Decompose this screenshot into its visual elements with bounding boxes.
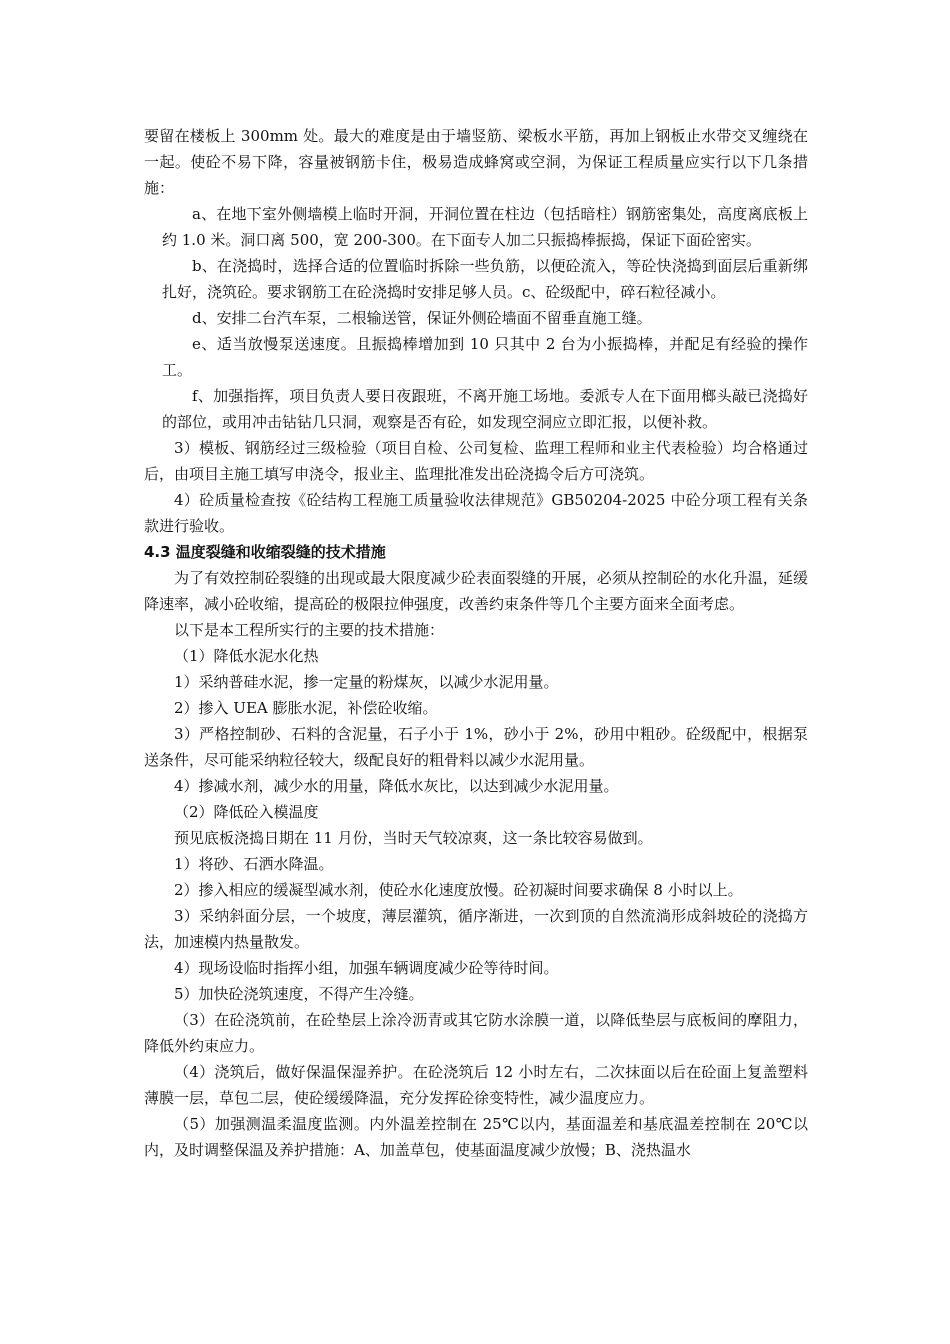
list-item: 4）现场设临时指挥小组，加强车辆调度减少砼等待时间。 [174, 959, 559, 977]
list-item: 4）砼质量检查按《砼结构工程施工质量验收法律规范》GB50204-2025 中砼分项工程有关条款进行验收。 [144, 491, 808, 535]
list-item: 5）加快砼浇筑速度，不得产生冷缝。 [174, 985, 424, 1003]
list-item: 4）掺减水剂，减少水的用量，降低水灰比，以达到减少水泥用量。 [174, 777, 619, 795]
paragraph: （5）加强测温柔温度监测。内外温差控制在 25℃以内，基面温差和基底温差控制在 20℃以内，及时调整保温及养护措施：A、加盖草包，使基面温度减少放慢；B、浇热温水 [144, 1115, 808, 1159]
paragraph: （4）浇筑后，做好保温保湿养护。在砼浇筑后 12 小时左右，二次抹面以后在砼面上复盖塑料薄膜一层，草包二层，使砼缓缓降温，充分发挥砼徐变特性，减少温度应力。 [144, 1063, 808, 1107]
list-item: d、安排二台汽车泵，二根输送管，保证外侧砼墙面不留垂直施工缝。 [192, 309, 652, 327]
paragraph: 以下是本工程所实行的主要的技术措施： [174, 621, 445, 639]
list-item: 3）模板、钢筋经过三级检验（项目自检、公司复检、监理工程师和业主代表检验）均合格通过后，由项目主施工填写申浇令，报业主、监理批准发出砼浇捣令后方可浇筑。 [144, 439, 808, 483]
list-item: 3）采纳斜面分层，一个坡度，薄层灌筑，循序渐进，一次到顶的自然流淌形成斜坡砼的浇捣方法，加速模内热量散发。 [144, 907, 808, 951]
paragraph: 要留在楼板上 300mm 处。最大的难度是由于墙竖筋、梁板水平筋，再加上钢板止水带交叉缠绕在一起。使砼不易下降，容量被钢筋卡住，极易造成蜂窝或空洞，为保证工程质量应实行以下几条措施： [144, 127, 808, 197]
paragraph: （3）在砼浇筑前，在砼垫层上涂冷沥青或其它防水涂膜一道，以降低垫层与底板间的摩阻力，降低外约束应力。 [144, 1011, 808, 1055]
list-item: b、在浇捣时，选择合适的位置临时拆除一些负筋，以便砼流入，等砼快浇捣到面层后重新绑扎好，浇筑砼。要求钢筋工在砼浇捣时安排足够人员。c、砼级配中，碎石粒径减小。 [162, 257, 808, 301]
list-item: f、加强指挥，项目负责人要日夜跟班，不离开施工场地。委派专人在下面用榔头敲已浇捣好的部位，或用冲击钻钻几只洞，观察是否有砼，如发现空洞应立即汇报，以便补救。 [162, 387, 808, 431]
list-item: 3）严格控制砂、石料的含泥量，石子小于 1%，砂小于 2%，砂用中粗砂。砼级配中，根据泵送条件，尽可能采纳粒径较大，级配良好的粗骨料以减少水泥用量。 [144, 725, 808, 769]
list-item: 1）采纳普硅水泥，掺一定量的粉煤灰，以减少水泥用量。 [174, 673, 559, 691]
paragraph: 为了有效控制砼裂缝的出现或最大限度减少砼表面裂缝的开展，必须从控制砼的水化升温，延缓降速率，减小砼收缩，提高砼的极限拉伸强度，改善约束条件等几个主要方面来全面考虑。 [144, 569, 808, 613]
list-item: 2）掺入 UEA 膨胀水泥，补偿砼收缩。 [174, 699, 438, 717]
subsection-heading: （2）降低砼入模温度 [174, 803, 319, 821]
paragraph: 预见底板浇捣日期在 11 月份，当时天气较凉爽，这一条比较容易做到。 [174, 829, 653, 847]
list-item: 2）掺入相应的缓凝型减水剂，使砼水化速度放慢。砼初凝时间要求确保 8 小时以上。 [174, 881, 743, 899]
section-heading: 4.3 温度裂缝和收缩裂缝的技术措施 [144, 543, 386, 561]
subsection-heading: （1）降低水泥水化热 [174, 647, 319, 665]
list-item: 1）将砂、石洒水降温。 [174, 855, 334, 873]
list-item: e、适当放慢泵送速度。且振捣棒增加到 10 只其中 2 台为小振捣棒，并配足有经验的操作工。 [162, 335, 808, 379]
document-body [144, 123, 808, 1163]
list-item: a、在地下室外侧墙模上临时开洞，开洞位置在柱边（包括暗柱）钢筋密集处，高度离底板上约 1.0 米。洞口离 500，宽 200-300。在下面专人加二只振捣棒振捣，保证下面砼密实。 [162, 205, 808, 249]
